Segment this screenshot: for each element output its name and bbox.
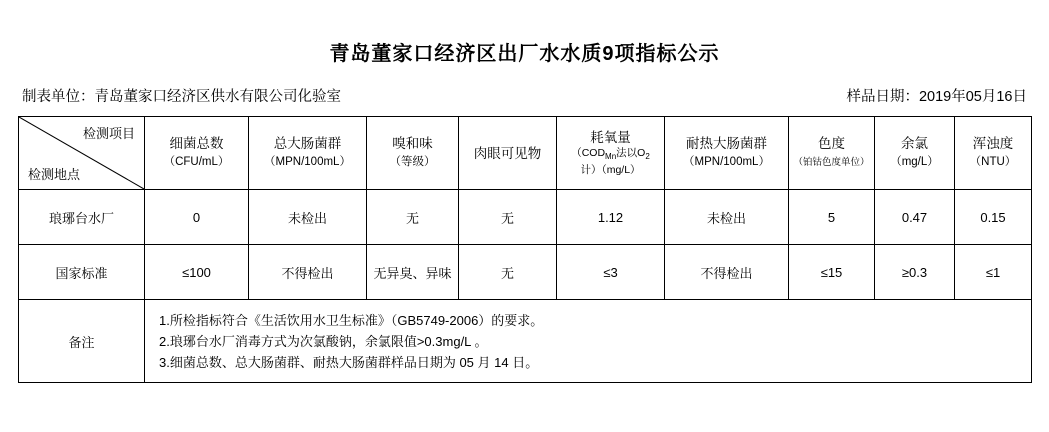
cell-value: 1.12 [557,190,665,245]
column-header-unit: （等级） [389,156,436,168]
table-row [19,190,1032,245]
column-header-unit: （NTU） [969,156,1017,168]
column-header-name: 色度 [818,136,845,151]
table-row [19,245,1032,300]
column-header-name: 浑浊度 [972,136,1014,151]
cell-value: 不得检出 [249,245,367,300]
remark-line: 3.细菌总数、总大肠菌群、耐热大肠菌群样品日期为 05 月 14 日。 [159,354,539,370]
cell-value: ≤100 [145,245,249,300]
column-header-name: 肉眼可见物 [473,145,542,161]
column-header-unit: （CFU/mL） [163,156,230,168]
cell-value: 不得检出 [665,245,789,300]
remark-body [145,300,1032,383]
column-header-unit [560,147,661,176]
cell-value: ≤1 [955,245,1032,300]
column-header-residual-chlorine [875,117,955,190]
water-quality-table [18,116,1032,383]
cell-value: ≤3 [557,245,665,300]
remark-label: 备注 [19,300,145,383]
corner-header-cell [19,117,145,190]
unit-part: （COD [571,147,606,160]
cell-value: 5 [789,190,875,245]
cell-value: 无 [459,190,557,245]
column-header-odor-taste [367,117,459,190]
page-title: 青岛董家口经济区出厂水水质9项指标公示 [329,43,720,65]
table-header-row [19,117,1032,190]
column-header-visible-matter [459,117,557,190]
column-header-turbidity [955,117,1032,190]
cell-value: 0 [145,190,249,245]
column-header-unit: （MPN/100mL） [264,156,351,168]
column-header-name: 余氯 [901,136,928,151]
row-label-plant: 琅琊台水厂 [19,190,145,245]
corner-bottom-label: 检测地点 [28,167,81,182]
meta-row [0,66,1049,106]
column-header-name: 总大肠菌群 [273,136,342,151]
remark-row [19,300,1032,383]
maker-label: 制表单位：青岛董家口经济区供水有限公司化验室 [22,89,341,105]
row-label-standard: 国家标准 [19,245,145,300]
column-header-total-coliform [249,117,367,190]
remark-line: 2.琅琊台水厂消毒方式为次氯酸钠，余氯限值>0.3mg/L 。 [159,333,488,349]
remark-line: 1.所检指标符合《生活饮用水卫生标准》（GB5749-2006）的要求。 [159,312,544,328]
column-header-oxygen-consumption [557,117,665,190]
column-header-unit: （mg/L） [890,156,939,168]
corner-top-label: 检测项目 [82,126,135,141]
sample-date-label: 样品日期：2019年05月16日 [846,89,1027,105]
cell-value: 无 [367,190,459,245]
table-wrapper [0,106,1049,383]
column-header-thermotolerant-coliform [665,117,789,190]
column-header-unit: （铂钴色度单位） [793,157,870,168]
unit-part: 计）（mg/L） [580,163,641,176]
column-header-name: 嗅和味 [392,136,433,151]
column-header-name: 细菌总数 [169,136,224,151]
column-header-bacteria [145,117,249,190]
cell-value: ≥0.3 [875,245,955,300]
cell-value: 未检出 [665,190,789,245]
unit-subscript: Mn [605,152,617,162]
column-header-name: 耗氧量 [590,130,631,146]
cell-value: 未检出 [249,190,367,245]
column-header-chroma [789,117,875,190]
cell-value: 无 [459,245,557,300]
unit-part: 法以O [616,147,646,160]
cell-value: 0.47 [875,190,955,245]
cell-value: 无异臭、异味 [367,245,459,300]
column-header-name: 耐热大肠菌群 [686,136,767,151]
column-header-unit: （MPN/100mL） [683,156,770,168]
unit-subscript: 2 [645,152,650,162]
cell-value: 0.15 [955,190,1032,245]
cell-value: ≤15 [789,245,875,300]
